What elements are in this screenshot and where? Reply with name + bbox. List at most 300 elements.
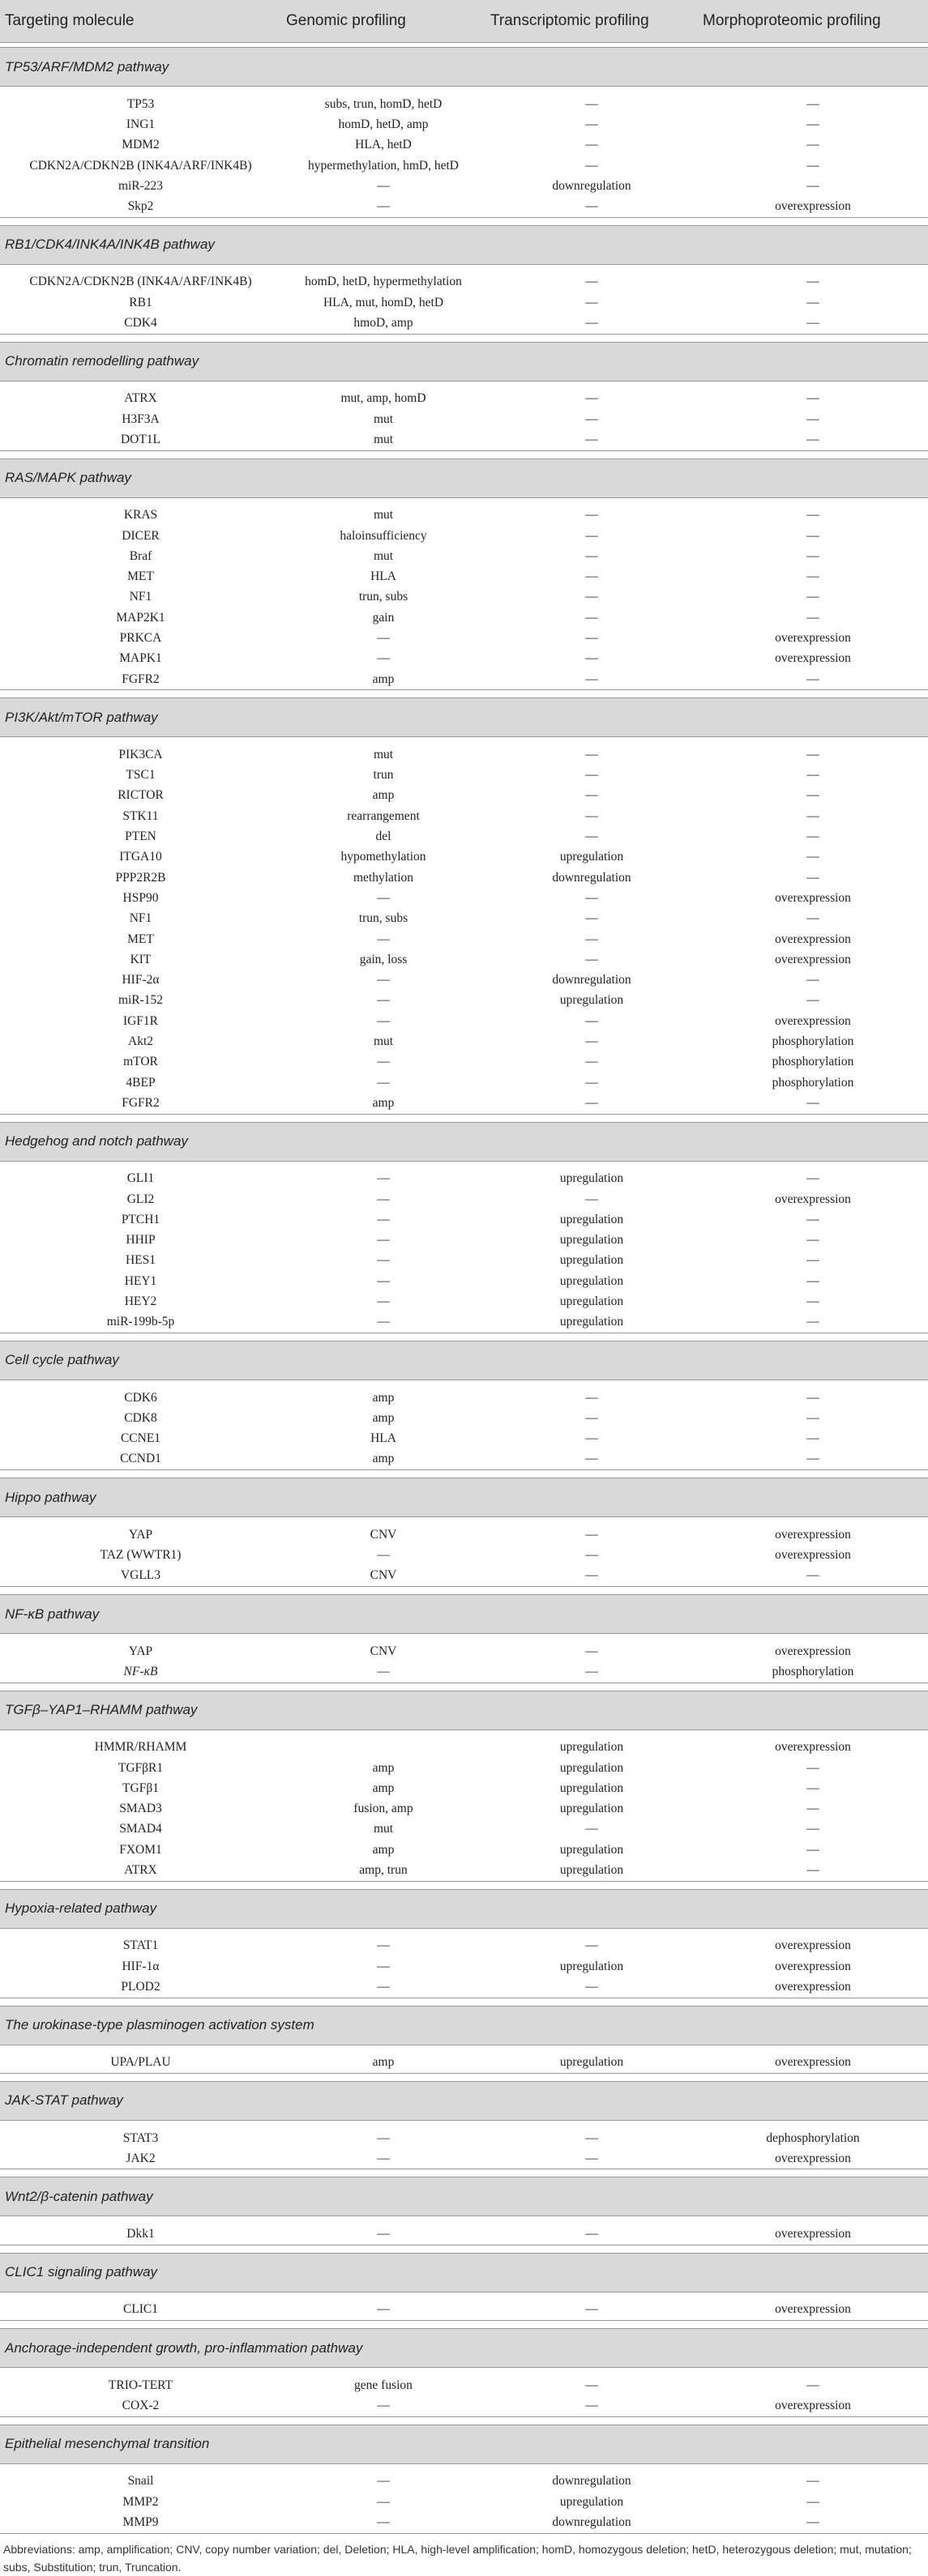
- table-row: [0, 1251, 928, 1271]
- genomic-cell: —: [377, 1013, 390, 1028]
- transcriptomic-cell: —: [585, 295, 598, 309]
- molecule-cell: NF1: [129, 590, 152, 604]
- molecule-cell: NF1: [129, 911, 152, 926]
- table-row: [0, 1408, 928, 1428]
- transcriptomic-cell: —: [585, 651, 598, 666]
- spacer-row: [0, 2463, 928, 2472]
- transcriptomic-cell: —: [585, 1938, 598, 1953]
- genomic-cell: methylation: [353, 870, 414, 885]
- morphoproteomic-cell: —: [806, 158, 819, 173]
- transcriptomic-cell: —: [585, 1822, 598, 1836]
- section-title: TGFβ–YAP1–RHAMM pathway: [0, 1691, 928, 1729]
- section-header-row: [0, 1691, 928, 1729]
- morphoproteomic-cell: overexpression: [698, 2395, 928, 2416]
- molecule-cell: TP53: [126, 96, 155, 111]
- abbreviations-footnote: Abbreviations: amp, amplification; CNV, copy number variation; del, Deletion; HLA, high-level amplification; homD, homozygous deletion; hetD, heterozygous deletion; mut, mutation; subs, Substitution; trun, Truncation.: [3, 2542, 912, 2574]
- section-header-row: [0, 1122, 928, 1161]
- molecule-cell: IGF1R: [122, 1013, 159, 1028]
- morphoproteomic-cell: overexpression: [775, 651, 851, 666]
- genomic-cell: amp, trun: [281, 1860, 485, 1881]
- section-header-row: [0, 225, 928, 264]
- molecule-cell: PTCH1: [121, 1212, 160, 1226]
- table-row: [0, 1641, 928, 1661]
- spacer-row: [0, 2416, 928, 2425]
- morphoproteomic-cell: —: [806, 569, 819, 584]
- transcriptomic-cell: —: [585, 412, 598, 426]
- table-row: [0, 1230, 928, 1250]
- molecule-cell: PRKCA: [119, 630, 162, 645]
- morphoproteomic-cell: overexpression: [775, 1548, 851, 1563]
- genomic-cell: gene fusion: [354, 2378, 413, 2392]
- section-title: Anchorage-independent growth, pro-inflammation pathway: [0, 2329, 928, 2368]
- molecule-cell: MET: [127, 932, 154, 946]
- spacer-row: [0, 690, 928, 698]
- transcriptomic-cell: —: [585, 768, 598, 783]
- molecule-cell: mTOR: [123, 1055, 158, 1069]
- section-title: Cell cycle pathway: [0, 1341, 928, 1380]
- morphoproteomic-cell: —: [806, 1253, 819, 1268]
- transcriptomic-cell: —: [485, 1566, 698, 1587]
- molecule-cell: MAPK1: [119, 651, 162, 666]
- table-row: [0, 1449, 928, 1470]
- table-row: [0, 2512, 928, 2533]
- genomic-cell: —: [377, 993, 390, 1008]
- table-row: [0, 94, 928, 114]
- table-row: [0, 1291, 928, 1311]
- molecule-cell: miR-223: [118, 178, 164, 193]
- molecule-cell: CDK4: [0, 313, 281, 334]
- table-row: [0, 2128, 928, 2148]
- table-row: [0, 1819, 928, 1840]
- spacer-row: [0, 450, 928, 458]
- transcriptomic-cell: upregulation: [485, 1860, 698, 1881]
- transcriptomic-cell: upregulation: [559, 1233, 624, 1247]
- morphoproteomic-cell: —: [806, 1842, 819, 1857]
- section-title: CLIC1 signaling pathway: [0, 2253, 928, 2292]
- genomic-cell: amp: [372, 1760, 395, 1775]
- morphoproteomic-cell: —: [806, 911, 819, 926]
- spacer-row: [0, 2120, 928, 2128]
- transcriptomic-cell: upregulation: [559, 1294, 624, 1308]
- genomic-cell: amp: [372, 1781, 395, 1795]
- morphoproteomic-cell: —: [698, 1860, 928, 1881]
- transcriptomic-cell: —: [585, 911, 598, 926]
- table-row: [0, 2148, 928, 2169]
- transcriptomic-cell: upregulation: [559, 1212, 624, 1226]
- section-title: NF-κB pathway: [0, 1595, 928, 1634]
- morphoproteomic-cell: —: [806, 391, 819, 406]
- morphoproteomic-cell: —: [806, 2378, 819, 2392]
- molecule-cell: Snail: [127, 2474, 154, 2489]
- section-title: TP53/ARF/MDM2 pathway: [0, 48, 928, 87]
- molecule-cell: HEY1: [124, 1273, 157, 1288]
- transcriptomic-cell: —: [585, 830, 598, 844]
- morphoproteomic-cell: —: [806, 973, 819, 987]
- molecule-cell: DICER: [122, 528, 160, 543]
- genomic-cell: —: [377, 1294, 390, 1308]
- molecule-cell: MMP2: [122, 2494, 159, 2509]
- section-header-row: [0, 2177, 928, 2216]
- transcriptomic-cell: —: [585, 158, 598, 173]
- spacer-row: [0, 497, 928, 505]
- transcriptomic-cell: —: [485, 2224, 698, 2245]
- transcriptomic-cell: —: [485, 1661, 698, 1683]
- table-row: [0, 156, 928, 176]
- molecule-cell: CDK8: [124, 1410, 157, 1425]
- table-row: [0, 806, 928, 826]
- spacer-row: [0, 2216, 928, 2224]
- spacer-row: [0, 1517, 928, 1525]
- transcriptomic-cell: upregulation: [559, 2494, 624, 2509]
- genomic-cell: amp: [281, 1093, 485, 1114]
- molecule-cell: TGFβ1: [122, 1781, 159, 1795]
- transcriptomic-cell: —: [585, 1192, 598, 1206]
- genomic-cell: trun: [373, 768, 394, 783]
- genomic-cell: —: [281, 2512, 485, 2533]
- transcriptomic-cell: upregulation: [559, 993, 624, 1008]
- molecule-cell: ATRX: [0, 1860, 281, 1881]
- table-row: [0, 2224, 928, 2245]
- table-row: [0, 526, 928, 546]
- table-row: [0, 1429, 928, 1449]
- spacer-row: [0, 1683, 928, 1691]
- genomic-cell: —: [281, 1661, 485, 1683]
- morphoproteomic-cell: —: [806, 870, 819, 885]
- genomic-cell: mut, amp, homD: [340, 391, 426, 406]
- morphoproteomic-cell: overexpression: [775, 630, 851, 645]
- molecule-cell: JAK2: [0, 2148, 281, 2169]
- genomic-cell: HLA: [370, 569, 396, 584]
- header-morphoproteomic-profiling: Morphoproteomic profiling: [698, 0, 928, 43]
- genomic-cell: del: [375, 830, 391, 844]
- molecule-cell: STAT3: [122, 2130, 159, 2145]
- molecule-cell: PTEN: [125, 830, 156, 844]
- transcriptomic-cell: —: [485, 1977, 698, 1998]
- table-row: [0, 196, 928, 217]
- genomic-cell: amp: [372, 788, 395, 803]
- morphoproteomic-cell: overexpression: [775, 952, 851, 966]
- transcriptomic-cell: upregulation: [559, 1171, 624, 1186]
- genomic-cell: hypermethylation, hmD, hetD: [308, 158, 459, 173]
- table-row: [0, 272, 928, 292]
- molecule-cell: CLIC1: [0, 2300, 281, 2321]
- morphoproteomic-cell: —: [806, 610, 819, 625]
- molecule-cell: YAP: [128, 1527, 153, 1542]
- section-title: The urokinase-type plasminogen activation system: [0, 2006, 928, 2045]
- table-row: [0, 1799, 928, 1819]
- table-row: [0, 909, 928, 929]
- molecule-cell: FXOM1: [119, 1842, 162, 1857]
- molecule-cell: COX-2: [0, 2395, 281, 2416]
- morphoproteomic-cell: overexpression: [775, 1192, 851, 1206]
- table-row: [0, 888, 928, 908]
- molecule-cell: CCNE1: [120, 1431, 161, 1446]
- molecule-cell: Braf: [129, 548, 152, 563]
- genomic-cell: HLA, mut, homD, hetD: [323, 295, 444, 309]
- morphoproteomic-cell: overexpression: [775, 1740, 851, 1755]
- morphoproteomic-cell: phosphorylation: [772, 1034, 854, 1049]
- molecule-cell: RB1: [129, 295, 152, 309]
- spacer-row: [0, 737, 928, 745]
- morphoproteomic-cell: —: [806, 1390, 819, 1405]
- morphoproteomic-cell: —: [806, 788, 819, 803]
- genomic-cell: haloinsufficiency: [340, 528, 427, 543]
- genomic-cell: amp: [281, 2053, 485, 2074]
- table-body: [0, 43, 928, 2534]
- table-row: [0, 1031, 928, 1051]
- header-transcriptomic-profiling: Transcriptomic profiling: [485, 0, 698, 43]
- spacer-row: [0, 2245, 928, 2253]
- molecule-cell: TSC1: [126, 768, 156, 783]
- morphoproteomic-cell: —: [806, 508, 819, 522]
- genomic-cell: trun, subs: [358, 911, 408, 926]
- morphoproteomic-cell: overexpression: [775, 932, 851, 946]
- section-header-row: [0, 48, 928, 87]
- molecule-cell: 4BEP: [126, 1075, 156, 1090]
- morphoproteomic-cell: overexpression: [775, 890, 851, 905]
- genomic-cell: [281, 1738, 485, 1758]
- transcriptomic-cell: —: [585, 1013, 598, 1028]
- section-title: RAS/MAPK pathway: [0, 458, 928, 497]
- genomic-cell: —: [281, 2395, 485, 2416]
- transcriptomic-cell: upregulation: [559, 1273, 624, 1288]
- section-header-row: [0, 2253, 928, 2292]
- morphoproteomic-cell: overexpression: [775, 1644, 851, 1658]
- morphoproteomic-cell: —: [698, 1449, 928, 1470]
- transcriptomic-cell: —: [585, 1527, 598, 1542]
- transcriptomic-cell: —: [585, 1431, 598, 1446]
- transcriptomic-cell: upregulation: [559, 1959, 624, 1973]
- genomic-cell: hmoD, amp: [281, 313, 485, 334]
- table-row: [0, 991, 928, 1011]
- molecule-cell: ITGA10: [119, 850, 162, 864]
- transcriptomic-cell: —: [585, 1644, 598, 1658]
- morphoproteomic-cell: overexpression: [698, 2148, 928, 2169]
- transcriptomic-cell: —: [485, 313, 698, 334]
- transcriptomic-cell: —: [485, 2395, 698, 2416]
- transcriptomic-cell: —: [585, 952, 598, 966]
- table-row: [0, 429, 928, 450]
- spacer-row: [0, 334, 928, 342]
- genomic-cell: gain: [372, 610, 395, 625]
- table-row: [0, 1093, 928, 1114]
- table-row: [0, 1189, 928, 1209]
- molecule-cell: SMAD3: [119, 1802, 162, 1816]
- transcriptomic-cell: downregulation: [485, 2512, 698, 2533]
- spacer-row: [0, 87, 928, 95]
- genomic-cell: —: [377, 1192, 390, 1206]
- molecule-cell: STAT1: [122, 1938, 159, 1953]
- morphoproteomic-cell: —: [806, 993, 819, 1008]
- transcriptomic-cell: —: [585, 391, 598, 406]
- section-header-row: [0, 2006, 928, 2045]
- morphoproteomic-cell: —: [806, 808, 819, 823]
- morphoproteomic-cell: —: [806, 1233, 819, 1247]
- genomic-cell: —: [377, 932, 390, 946]
- transcriptomic-cell: upregulation: [559, 850, 624, 864]
- morphoproteomic-cell: —: [806, 1781, 819, 1795]
- table-row: [0, 587, 928, 608]
- molecule-cell: FGFR2: [0, 1093, 281, 1114]
- morphoproteomic-cell: —: [698, 429, 928, 450]
- morphoproteomic-cell: —: [806, 768, 819, 783]
- table-row: [0, 292, 928, 313]
- spacer-row: [0, 1928, 928, 1936]
- genomic-cell: —: [377, 1212, 390, 1226]
- morphoproteomic-cell: phosphorylation: [698, 1661, 928, 1683]
- spacer-row: [0, 2169, 928, 2177]
- table-row: [0, 786, 928, 806]
- molecule-cell: CDKN2A/CDKN2B (INK4A/ARF/INK4B): [29, 158, 252, 173]
- spacer-row: [0, 1998, 928, 2006]
- spacer-row: [0, 264, 928, 272]
- morphoproteomic-cell: overexpression: [698, 2053, 928, 2074]
- table-row: [0, 135, 928, 156]
- table-row: [0, 1977, 928, 1998]
- transcriptomic-cell: upregulation: [559, 1253, 624, 1268]
- transcriptomic-cell: upregulation: [559, 1781, 624, 1795]
- molecule-cell: PLOD2: [0, 1977, 281, 1998]
- molecule-cell: miR-199b-5p: [0, 1312, 281, 1333]
- genomic-cell: CNV: [281, 1566, 485, 1587]
- table-row: [0, 1388, 928, 1408]
- morphoproteomic-cell: —: [806, 2474, 819, 2489]
- molecule-cell: KRAS: [123, 508, 158, 522]
- table-row: [0, 1073, 928, 1093]
- genomic-cell: trun, subs: [358, 590, 408, 604]
- transcriptomic-cell: —: [585, 1390, 598, 1405]
- transcriptomic-cell: —: [585, 569, 598, 584]
- molecule-cell: HIF-1α: [122, 1959, 160, 1973]
- molecule-cell: GLI2: [126, 1192, 155, 1206]
- transcriptomic-cell: —: [585, 2130, 598, 2145]
- transcriptomic-cell: —: [585, 1410, 598, 1425]
- molecule-cell: MAP2K1: [116, 610, 165, 625]
- morphoproteomic-cell: overexpression: [775, 1013, 851, 1028]
- morphoproteomic-cell: —: [806, 1760, 819, 1775]
- morphoproteomic-cell: —: [806, 1431, 819, 1446]
- transcriptomic-cell: —: [585, 96, 598, 111]
- morphoproteomic-cell: —: [698, 2512, 928, 2533]
- morphoproteomic-cell: —: [698, 1566, 928, 1587]
- genomic-cell: amp: [281, 1449, 485, 1470]
- genomic-cell: mut: [281, 429, 485, 450]
- section-title: RB1/CDK4/INK4A/INK4B pathway: [0, 225, 928, 264]
- table-row: [0, 744, 928, 765]
- table-row: [0, 1011, 928, 1031]
- section-title: Hedgehog and notch pathway: [0, 1122, 928, 1161]
- spacer-row: [0, 1634, 928, 1642]
- section-title: PI3K/Akt/mTOR pathway: [0, 698, 928, 737]
- section-header-row: [0, 2081, 928, 2120]
- table-row: [0, 949, 928, 970]
- morphoproteomic-cell: —: [806, 2494, 819, 2509]
- molecule-cell: VGLL3: [0, 1566, 281, 1587]
- table-row: [0, 1052, 928, 1073]
- transcriptomic-cell: —: [585, 890, 598, 905]
- table-row: [0, 2300, 928, 2321]
- genomic-cell: —: [377, 178, 390, 193]
- genomic-cell: hypomethylation: [340, 850, 426, 864]
- spacer-row: [0, 1587, 928, 1595]
- genomic-cell: —: [377, 1548, 390, 1563]
- table-row: [0, 826, 928, 847]
- spacer-row: [0, 1161, 928, 1169]
- molecule-cell: CDK6: [124, 1390, 157, 1405]
- section-header-row: [0, 458, 928, 497]
- transcriptomic-cell: —: [485, 1449, 698, 1470]
- morphoproteomic-cell: —: [698, 1093, 928, 1114]
- table-row: [0, 628, 928, 648]
- genomic-cell: amp: [281, 669, 485, 690]
- spacer-row: [0, 2073, 928, 2081]
- molecule-cell: Skp2: [0, 196, 281, 217]
- molecule-cell: TRIO-TERT: [108, 2378, 173, 2392]
- molecule-cell: HHIP: [126, 1233, 156, 1247]
- table-row: [0, 409, 928, 429]
- transcriptomic-cell: —: [585, 932, 598, 946]
- morphoproteomic-cell: —: [806, 1410, 819, 1425]
- morphoproteomic-cell: phosphorylation: [772, 1075, 854, 1090]
- molecule-cell: NF-κB: [0, 1661, 281, 1683]
- genomic-cell: —: [377, 973, 390, 987]
- header-targeting-molecule: Targeting molecule: [0, 0, 281, 43]
- genomic-cell: subs, trun, homD, hetD: [324, 96, 443, 111]
- genomic-cell: —: [377, 2130, 390, 2145]
- molecule-cell: Akt2: [128, 1034, 153, 1049]
- morphoproteomic-cell: —: [806, 117, 819, 131]
- molecule-cell: H3F3A: [122, 412, 160, 426]
- morphoproteomic-cell: —: [806, 1273, 819, 1288]
- transcriptomic-cell: —: [585, 1055, 598, 1069]
- transcriptomic-cell: —: [585, 117, 598, 131]
- table-row: [0, 1778, 928, 1798]
- morphoproteomic-cell: —: [806, 1212, 819, 1226]
- transcriptomic-cell: downregulation: [552, 2474, 631, 2489]
- morphoproteomic-cell: —: [806, 590, 819, 604]
- table-row: [0, 669, 928, 690]
- transcriptomic-cell: downregulation: [552, 178, 631, 193]
- transcriptomic-cell: upregulation: [559, 1740, 624, 1755]
- transcriptomic-cell: —: [585, 2378, 598, 2392]
- transcriptomic-cell: —: [585, 1075, 598, 1090]
- section-title: Hippo pathway: [0, 1478, 928, 1517]
- section-title: Chromatin remodelling pathway: [0, 342, 928, 381]
- table-row: [0, 766, 928, 786]
- table-row: [0, 1209, 928, 1230]
- molecule-cell: SMAD4: [119, 1822, 162, 1836]
- morphoproteomic-cell: overexpression: [698, 1977, 928, 1998]
- molecule-cell: TGFβR1: [118, 1760, 164, 1775]
- table-row: [0, 546, 928, 566]
- morphoproteomic-cell: —: [806, 275, 819, 289]
- genomic-cell: —: [281, 1312, 485, 1333]
- transcriptomic-cell: —: [485, 1093, 698, 1114]
- table-row: [0, 1545, 928, 1565]
- section-header-row: [0, 1889, 928, 1928]
- section-header-row: [0, 1595, 928, 1634]
- morphoproteomic-cell: —: [806, 138, 819, 152]
- molecule-cell: MDM2: [122, 138, 160, 152]
- molecule-cell: ING1: [126, 117, 156, 131]
- table-row: [0, 1271, 928, 1291]
- genomic-cell: —: [377, 1959, 390, 1973]
- molecule-cell: HIF-2α: [122, 973, 160, 987]
- molecule-cell: MET: [127, 569, 154, 584]
- morphoproteomic-cell: overexpression: [698, 2224, 928, 2245]
- morphoproteomic-cell: overexpression: [698, 2300, 928, 2321]
- morphoproteomic-cell: overexpression: [775, 1959, 851, 1973]
